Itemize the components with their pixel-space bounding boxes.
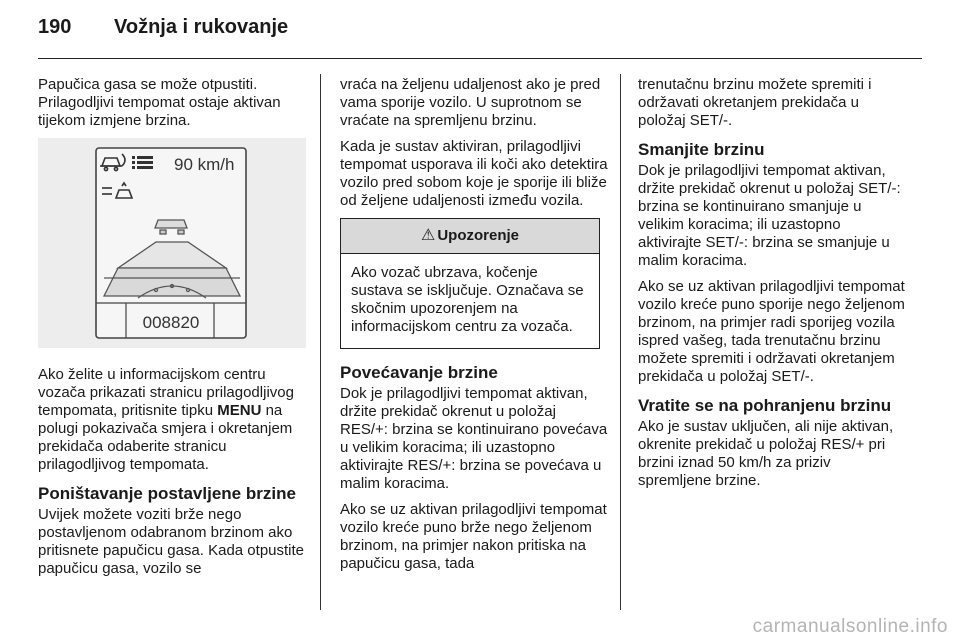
- paragraph: Ako je sustav uključen, ali nije aktivan, okrenite prekidač u položaj RES/+ pri brzini iznad 50 km/h za priziv spremljene brzine.: [638, 418, 894, 489]
- section-heading: Vratite se na pohranjenu brzinu: [638, 396, 892, 415]
- menu-key-text: MENU: [217, 402, 262, 419]
- paragraph: Dok je prilagodljivi tempomat aktivan, držite prekidač okrenut u položaj SET/-: brzina se kontinuirano smanjuje u velikim koracima; ili uzastopno aktivirajte SET/-: brzina se smanjuje u malim koracima.: [638, 162, 901, 269]
- section-heading: Poništavanje postavljene brzine: [38, 484, 296, 503]
- column-3: [638, 76, 906, 498]
- paragraph: Papučica gasa se može otpustiti. Prilagodljivi tempomat ostaje aktivan tijekom izmjene brzina.: [38, 76, 281, 129]
- warning-icon: ⚠: [420, 227, 436, 244]
- paragraph: vraća na željenu udaljenost ako je pred vama sporije vozilo. U suprotnom se vraćate na spremljenu brzinu.: [340, 76, 601, 129]
- page-header: [38, 16, 288, 46]
- watermark: carmanualsonline.info: [752, 616, 948, 637]
- column-2: [340, 76, 608, 581]
- paragraph: Dok je prilagodljivi tempomat aktivan, držite prekidač okrenut u položaj RES/+: brzina se kontinuirano povećava u velikim koracima; ili uzastopno aktivirajte RES/+: brzina se povećava u malim koracima.: [340, 385, 608, 492]
- cruise-control-display-figure: [38, 138, 306, 348]
- column-divider-2: [620, 74, 621, 610]
- paragraph: [38, 366, 306, 474]
- warning-box: [340, 218, 600, 349]
- header-rule: [38, 58, 922, 59]
- warning-title: Upozorenje: [437, 227, 520, 244]
- paragraph: trenutačnu brzinu možete spremiti i održavati okretanjem prekidača u položaj SET/-.: [638, 76, 872, 129]
- warning-text: Ako vozač ubrzava, kočenje sustava se isključuje. Označava se skočnim upozorenjem na informacijskom centru za vozača.: [351, 264, 584, 335]
- section-heading: Smanjite brzinu: [638, 140, 765, 159]
- text-run: Ako želite u informacijskom centru vozača prikazati stranicu prilagodljivog tempomata, pritisnite tipku: [38, 366, 294, 419]
- column-divider-1: [320, 74, 321, 610]
- odometer-text: 008820: [142, 313, 200, 332]
- warning-header: [341, 219, 599, 254]
- set-speed-text: 90 km/h: [174, 155, 235, 174]
- text-run: na polugi pokazivača smjera i okretanjem prekidača odaberite stranicu prilagodljivog tempomata.: [38, 402, 293, 473]
- column-1: [38, 76, 306, 586]
- paragraph: Ako se uz aktivan prilagodljivi tempomat vozilo kreće puno sporije nego željenom brzinom, na primjer radi sporijeg vozila ispred vašeg, tada trenutačnu brzinu možete spremiti i održavati okretanjem prekidača u položaj SET/-.: [638, 278, 905, 385]
- paragraph: Ako se uz aktivan prilagodljivi tempomat vozilo kreće puno brže nego željenom brzinom, na primjer nakon pritiska na papučicu gasa, tada: [340, 501, 607, 572]
- page-number: 190: [38, 16, 72, 38]
- display-illustration: [38, 138, 306, 348]
- section-heading: Povećavanje brzine: [340, 363, 498, 382]
- chapter-title: Vožnja i rukovanje: [114, 16, 289, 38]
- paragraph: Uvijek možete voziti brže nego postavljenom odabranom brzinom ako pritisnete papučicu gasa. Kada otpustite papučicu gasa, vozilo se: [38, 506, 305, 577]
- paragraph: Kada je sustav aktiviran, prilagodljivi tempomat usporava ili koči ako detektira vozilo pred sobom koje je sporije ili bliže od željene udaljenosti između vozila.: [340, 138, 608, 209]
